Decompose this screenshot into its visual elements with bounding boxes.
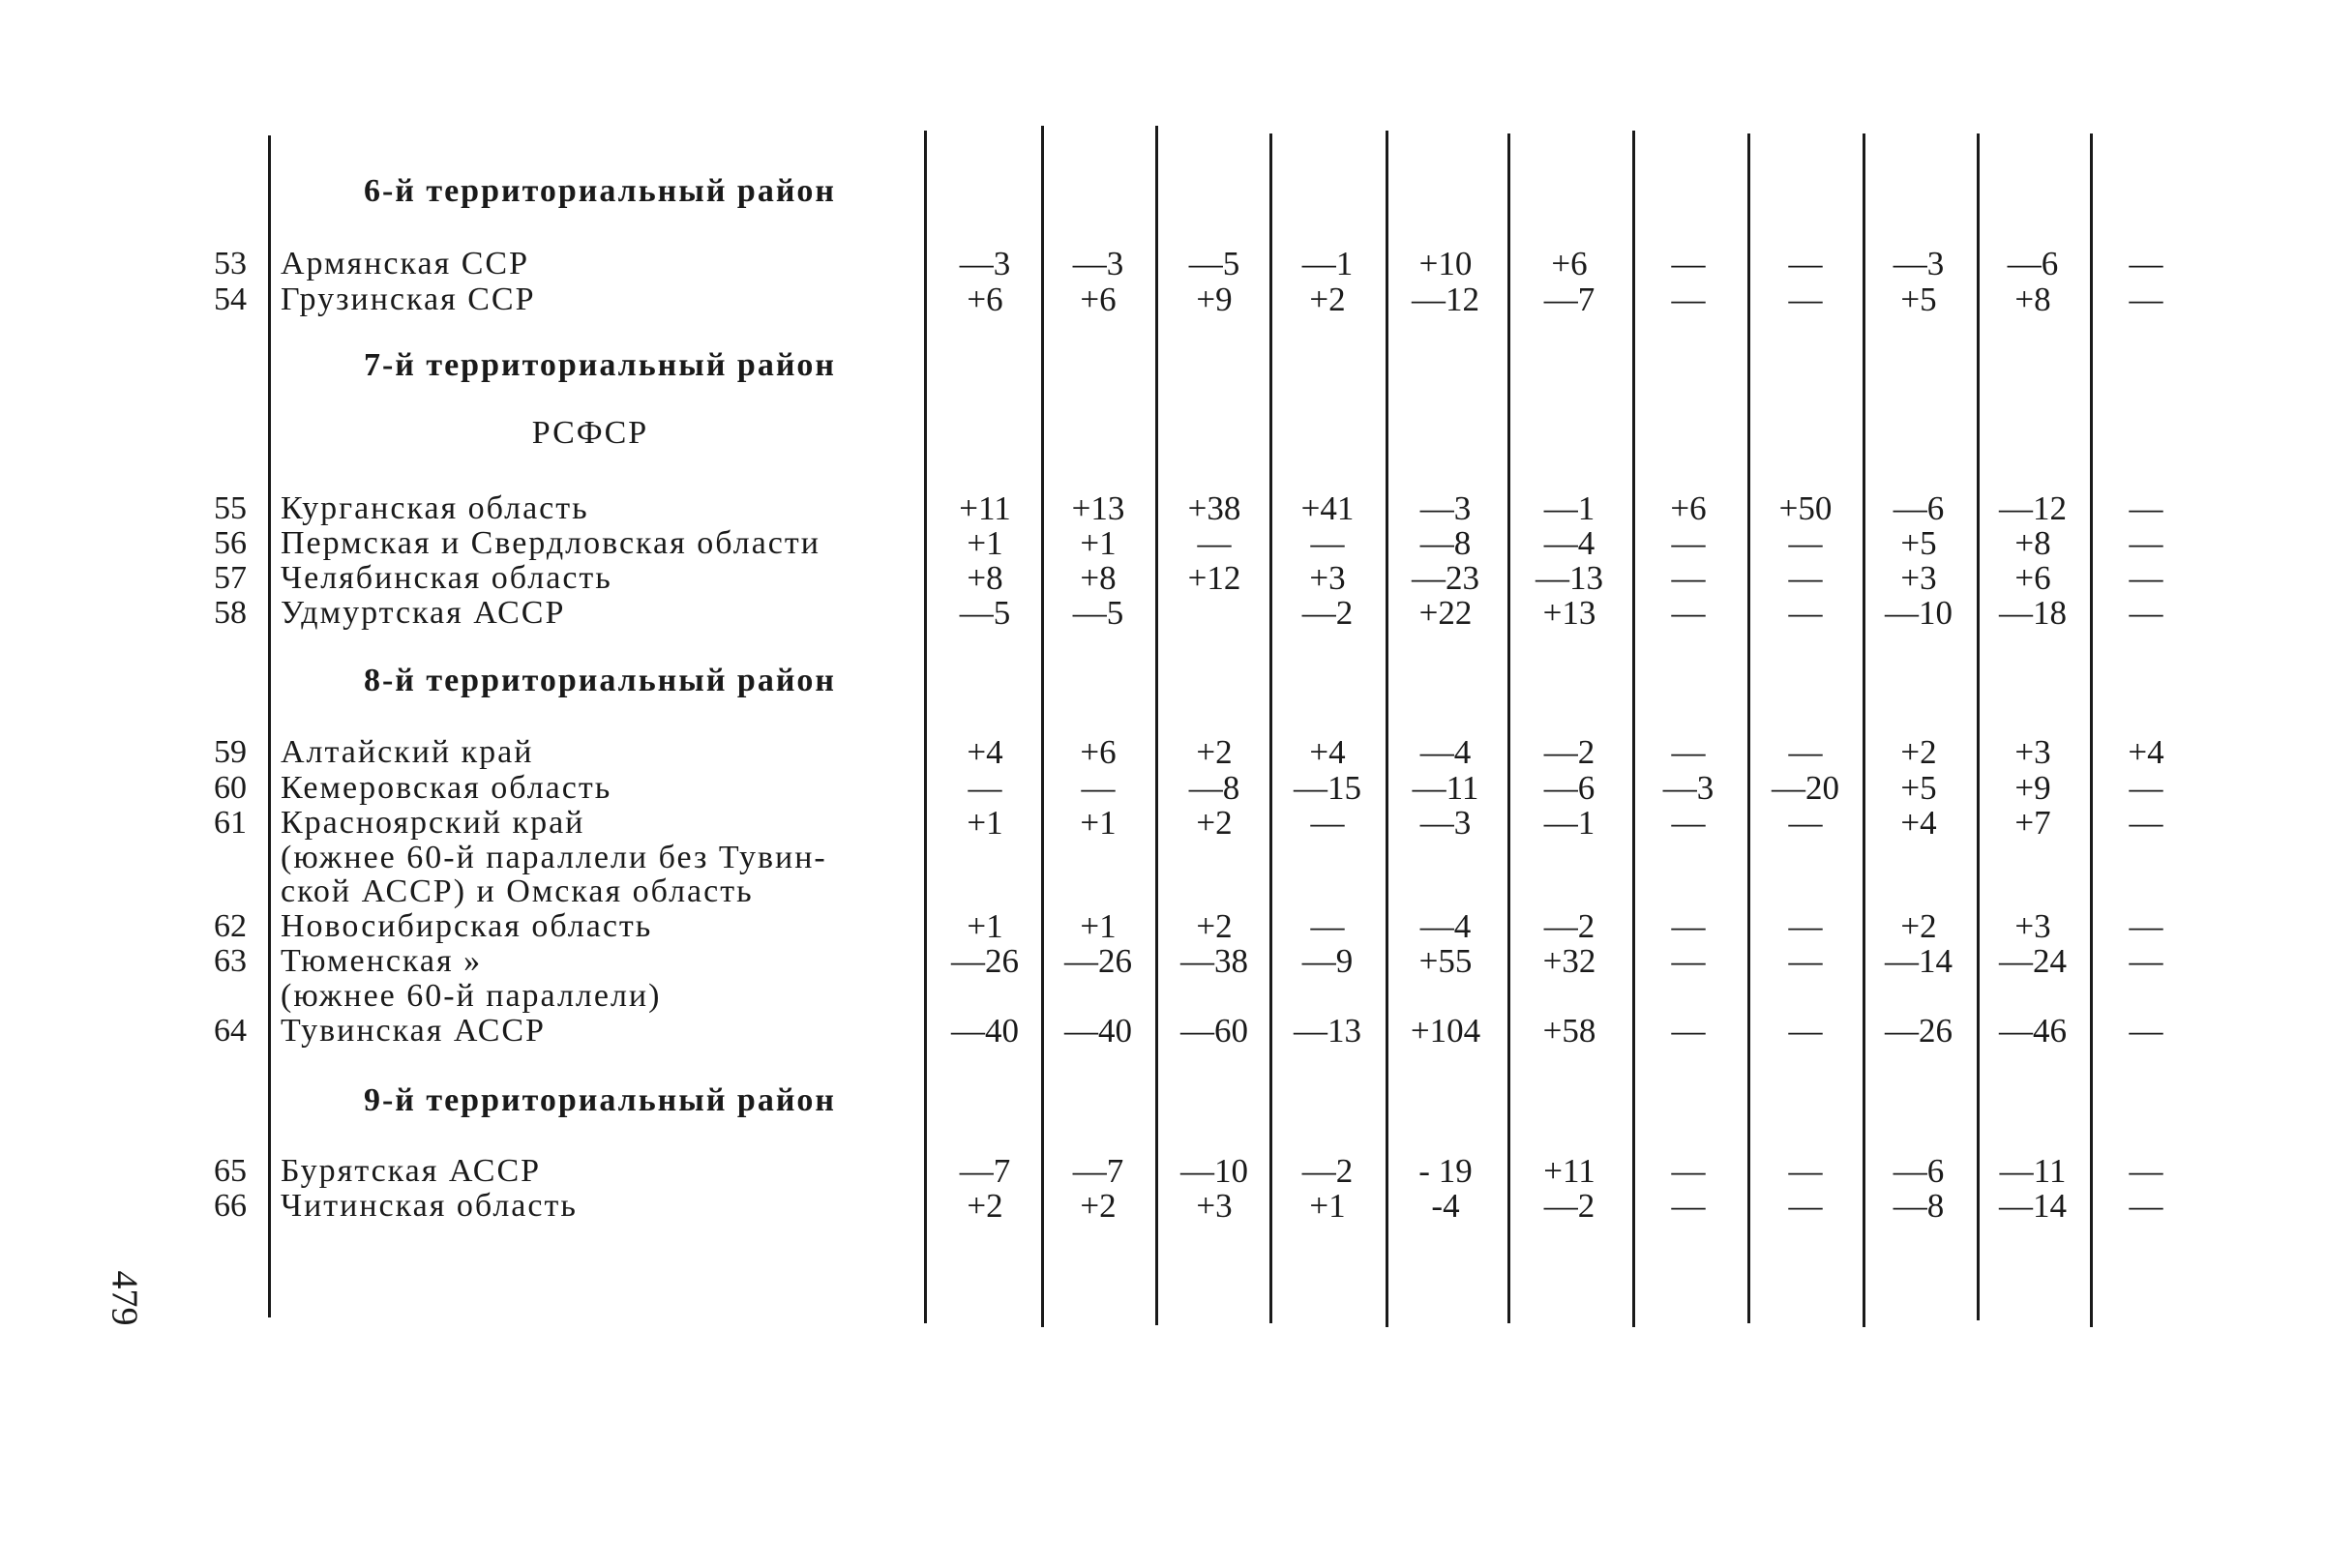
table-cell: — (2129, 1012, 2163, 1050)
table-cell: —3 (1072, 245, 1124, 282)
region-name: Тувинская АССР (281, 1013, 546, 1049)
table-cell: —6 (1543, 769, 1595, 807)
table-cell: — (1788, 804, 1823, 842)
table-cell: +6 (2014, 559, 2051, 597)
row-number: 59 (214, 734, 247, 770)
table-cell: — (2129, 907, 2163, 945)
table-cell: — (1671, 245, 1706, 282)
column-rule (268, 135, 271, 1317)
table-cell: +1 (1080, 524, 1117, 562)
table-cell: +8 (2014, 524, 2051, 562)
table-cell: +58 (1542, 1012, 1596, 1050)
table-cell: —8 (1188, 769, 1240, 807)
table-cell: +2 (1080, 1187, 1117, 1225)
region-name: Бурятская АССР (281, 1153, 542, 1189)
table-cell: — (1788, 1187, 1823, 1225)
table-cell: — (968, 769, 1002, 807)
table-cell: —6 (1893, 489, 1945, 527)
column-rule (1386, 131, 1388, 1327)
table-cell: — (1788, 594, 1823, 632)
table-cell: +7 (2014, 804, 2051, 842)
table-cell: —2 (1543, 907, 1595, 945)
table-cell: —6 (2007, 245, 2059, 282)
table-cell: +104 (1410, 1012, 1481, 1050)
column-rule (1269, 133, 1272, 1323)
table-cell: +4 (1900, 804, 1937, 842)
table-cell: — (1671, 281, 1706, 318)
table-cell: +55 (1418, 942, 1473, 980)
table-cell: —26 (1885, 1012, 1953, 1050)
table-cell: +10 (1418, 245, 1473, 282)
table-cell: — (1671, 733, 1706, 771)
table-cell: +2 (1900, 907, 1937, 945)
table-cell: —2 (1543, 733, 1595, 771)
table-cell: +3 (1309, 559, 1346, 597)
table-cell: —13 (1536, 559, 1603, 597)
region-name: Новосибирская область (281, 908, 653, 944)
region-name: (южнее 60-й параллели без Тувин- (281, 840, 827, 875)
table-cell: +50 (1778, 489, 1833, 527)
table-cell: +2 (967, 1187, 1003, 1225)
region-name: Пермская и Свердловская области (281, 525, 820, 561)
row-number: 58 (214, 595, 247, 631)
table-cell: —38 (1180, 942, 1248, 980)
table-cell: —46 (1999, 1012, 2067, 1050)
table-cell: +11 (959, 489, 1011, 527)
table-cell: — (1310, 804, 1345, 842)
table-cell: —1 (1543, 804, 1595, 842)
table-cell: —7 (1543, 281, 1595, 318)
table-cell: —3 (959, 245, 1011, 282)
table-cell: — (1671, 1187, 1706, 1225)
table-cell: — (2129, 559, 2163, 597)
table-cell: —5 (1072, 594, 1124, 632)
table-cell: —20 (1772, 769, 1839, 807)
region-name: Челябинская область (281, 560, 612, 596)
table-cell: —4 (1419, 733, 1472, 771)
table-cell: —7 (1072, 1152, 1124, 1190)
table-cell: —11 (1999, 1152, 2067, 1190)
table-cell: +12 (1187, 559, 1241, 597)
region-name: Алтайский край (281, 734, 534, 770)
table-cell: — (1788, 1012, 1823, 1050)
table-cell: — (1671, 907, 1706, 945)
table-cell: —14 (1999, 1187, 2067, 1225)
table-cell: — (1788, 245, 1823, 282)
table-cell: +1 (1080, 907, 1117, 945)
table-cell: +5 (1900, 769, 1937, 807)
table-cell: +1 (1309, 1187, 1346, 1225)
table-cell: —18 (1999, 594, 2067, 632)
table-cell: +2 (1196, 804, 1233, 842)
table-cell: —2 (1543, 1187, 1595, 1225)
row-number: 63 (214, 943, 247, 979)
table-cell: —40 (951, 1012, 1019, 1050)
region-name: Тюменская » (281, 943, 483, 979)
table-cell: +13 (1542, 594, 1596, 632)
table-cell: +3 (1900, 559, 1937, 597)
table-cell: — (1788, 524, 1823, 562)
table-cell: —3 (1419, 489, 1472, 527)
table-cell: — (1310, 907, 1345, 945)
row-number: 66 (214, 1188, 247, 1224)
table-cell: —12 (1999, 489, 2067, 527)
table-cell: —9 (1301, 942, 1354, 980)
table-cell: — (1081, 769, 1116, 807)
table-cell: —3 (1893, 245, 1945, 282)
table-cell: — (1788, 907, 1823, 945)
row-number: 64 (214, 1013, 247, 1049)
table-cell: +2 (1196, 733, 1233, 771)
region-name: Читинская область (281, 1188, 578, 1224)
region-name: Кемеровская область (281, 770, 612, 806)
table-cell: —14 (1885, 942, 1953, 980)
table-cell: — (1788, 733, 1823, 771)
region-name: Удмуртская АССР (281, 595, 566, 631)
table-cell: — (1197, 524, 1232, 562)
table-cell: —1 (1301, 245, 1354, 282)
table-cell: —7 (959, 1152, 1011, 1190)
table-cell: +1 (967, 907, 1003, 945)
table-cell: +6 (1670, 489, 1707, 527)
table-cell: —24 (1999, 942, 2067, 980)
table-cell: —8 (1419, 524, 1472, 562)
table-cell: — (1788, 942, 1823, 980)
table-cell: +6 (967, 281, 1003, 318)
table-cell: +4 (967, 733, 1003, 771)
table-cell: — (1310, 524, 1345, 562)
table-cell: - 19 (1418, 1152, 1473, 1190)
table-cell: — (2129, 594, 2163, 632)
column-rule (1747, 133, 1750, 1323)
table-cell: — (2129, 1187, 2163, 1225)
table-cell: +9 (1196, 281, 1233, 318)
table-cell: +6 (1080, 733, 1117, 771)
table-cell: +8 (967, 559, 1003, 597)
table-cell: — (2129, 804, 2163, 842)
region-name: Красноярский край (281, 805, 585, 841)
table-cell: —2 (1301, 1152, 1354, 1190)
table-cell: +9 (2014, 769, 2051, 807)
table-cell: +6 (1080, 281, 1117, 318)
row-number: 55 (214, 490, 247, 526)
table-cell: +38 (1187, 489, 1241, 527)
table-cell: —26 (951, 942, 1019, 980)
table-cell: — (1671, 942, 1706, 980)
table-cell: +2 (1196, 907, 1233, 945)
table-cell: —5 (959, 594, 1011, 632)
region-name: (южнее 60-й параллели) (281, 978, 662, 1014)
table-cell: — (1788, 281, 1823, 318)
table-cell: +5 (1900, 281, 1937, 318)
table-cell: +6 (1551, 245, 1588, 282)
row-number: 56 (214, 525, 247, 561)
table-cell: +3 (2014, 907, 2051, 945)
table-cell: — (2129, 245, 2163, 282)
table-cell: —12 (1412, 281, 1479, 318)
table-cell: +11 (1543, 1152, 1595, 1190)
table-cell: +1 (967, 524, 1003, 562)
table-cell: —15 (1294, 769, 1361, 807)
table-cell: -4 (1431, 1187, 1460, 1225)
table-cell: +13 (1071, 489, 1125, 527)
row-number: 57 (214, 560, 247, 596)
table-cell: +22 (1418, 594, 1473, 632)
column-rule (1041, 126, 1044, 1327)
table-cell: —40 (1064, 1012, 1132, 1050)
table-cell: — (1671, 559, 1706, 597)
region-name: Армянская ССР (281, 246, 529, 281)
section-heading: 7-й территориальный район (363, 347, 837, 383)
table-cell: — (2129, 489, 2163, 527)
table-cell: — (1671, 1152, 1706, 1190)
table-cell: —1 (1543, 489, 1595, 527)
table-cell: — (2129, 281, 2163, 318)
table-cell: —8 (1893, 1187, 1945, 1225)
column-rule (1507, 133, 1510, 1323)
table-cell: —2 (1301, 594, 1354, 632)
region-name: ской АССР) и Омская область (281, 873, 754, 909)
table-cell: +8 (2014, 281, 2051, 318)
section-heading: 6-й территориальный район (363, 173, 837, 209)
table-cell: — (1671, 594, 1706, 632)
table-cell: —4 (1543, 524, 1595, 562)
section-heading: 8-й территориальный район (363, 663, 837, 698)
table-cell: +2 (1309, 281, 1346, 318)
row-number: 61 (214, 805, 247, 841)
table-cell: —3 (1419, 804, 1472, 842)
table-cell: — (2129, 769, 2163, 807)
row-number: 62 (214, 908, 247, 944)
table-cell: —10 (1180, 1152, 1248, 1190)
table-cell: —60 (1180, 1012, 1248, 1050)
table-cell: +4 (1309, 733, 1346, 771)
row-number: 65 (214, 1153, 247, 1189)
table-cell: +5 (1900, 524, 1937, 562)
table-cell: — (2129, 524, 2163, 562)
table-cell: —6 (1893, 1152, 1945, 1190)
table-cell: +1 (967, 804, 1003, 842)
row-number: 53 (214, 246, 247, 281)
region-name: Курганская область (281, 490, 589, 526)
region-name: Грузинская ССР (281, 281, 536, 317)
section-heading: 9-й территориальный район (363, 1082, 837, 1118)
table-cell: +4 (2128, 733, 2164, 771)
table-cell: — (2129, 1152, 2163, 1190)
table-cell: +8 (1080, 559, 1117, 597)
table-cell: —5 (1188, 245, 1240, 282)
column-rule (1155, 126, 1158, 1325)
row-number: 54 (214, 281, 247, 317)
table-cell: —4 (1419, 907, 1472, 945)
table-cell: +32 (1542, 942, 1596, 980)
row-number: 60 (214, 770, 247, 806)
table-cell: — (2129, 942, 2163, 980)
column-rule (924, 131, 927, 1323)
table-cell: +1 (1080, 804, 1117, 842)
table-cell: — (1788, 559, 1823, 597)
table-cell: —3 (1662, 769, 1715, 807)
table-cell: — (1788, 1152, 1823, 1190)
table-cell: — (1671, 804, 1706, 842)
page-number: 479 (104, 1270, 145, 1326)
section-subheading: РСФСР (531, 415, 649, 451)
table-cell: +41 (1300, 489, 1355, 527)
table-cell: —11 (1412, 769, 1479, 807)
table-cell: —13 (1294, 1012, 1361, 1050)
table-cell: —23 (1412, 559, 1479, 597)
table-cell: —26 (1064, 942, 1132, 980)
table-cell: +2 (1900, 733, 1937, 771)
table-cell: — (1671, 524, 1706, 562)
table-cell: —10 (1885, 594, 1953, 632)
table-cell: — (1671, 1012, 1706, 1050)
table-cell: +3 (2014, 733, 2051, 771)
table-cell: +3 (1196, 1187, 1233, 1225)
